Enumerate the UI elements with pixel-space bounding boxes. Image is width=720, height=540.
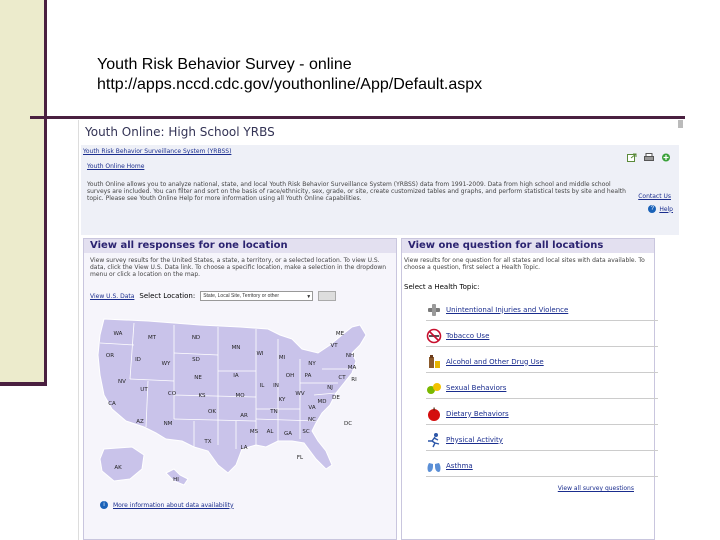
state-label-de[interactable]: DE <box>332 395 340 401</box>
state-label-ca[interactable]: CA <box>108 401 116 407</box>
topic-label: Alcohol and Other Drug Use <box>446 357 544 366</box>
slide-bar-accent <box>0 382 47 386</box>
view-us-data-link[interactable]: View U.S. Data <box>90 292 135 300</box>
state-label-nv[interactable]: NV <box>118 379 126 385</box>
slide-side-bar <box>0 0 47 385</box>
state-label-la[interactable]: LA <box>240 445 248 451</box>
state-label-ok[interactable]: OK <box>208 409 216 415</box>
state-label-mo[interactable]: MO <box>235 393 245 399</box>
slide-title: Youth Risk Behavior Survey - online <box>97 56 352 73</box>
topic-tobacco[interactable] <box>426 325 658 347</box>
state-label-mi[interactable]: MI <box>278 355 286 361</box>
state-label-ky[interactable]: KY <box>278 397 286 403</box>
state-label-ga[interactable]: GA <box>283 431 293 437</box>
add-icon[interactable] <box>661 149 671 158</box>
state-label-ma[interactable]: MA <box>347 365 357 371</box>
help-icon: ? <box>648 205 656 213</box>
go-button[interactable] <box>318 291 336 301</box>
state-label-ms[interactable]: MS <box>249 429 259 435</box>
export-icon[interactable] <box>627 149 637 158</box>
state-label-tx[interactable]: TX <box>204 439 212 445</box>
toolbar <box>627 149 671 158</box>
state-label-sd[interactable]: SD <box>192 357 200 363</box>
one-location-panel <box>83 238 397 540</box>
lungs-icon <box>426 458 442 474</box>
topic-alcohol-drugs[interactable] <box>426 351 658 373</box>
state-label-id[interactable]: ID <box>135 357 141 363</box>
state-label-nj[interactable]: NJ <box>327 385 333 391</box>
state-label-ny[interactable]: NY <box>308 361 316 367</box>
topic-sexual-behaviors[interactable] <box>426 377 658 399</box>
state-label-oh[interactable]: OH <box>285 373 295 379</box>
alaska-shape[interactable] <box>100 447 144 481</box>
topic-asthma[interactable] <box>426 455 658 477</box>
one-question-panel <box>401 238 655 540</box>
topic-label: Unintentional Injuries and Violence <box>446 305 569 314</box>
home-link[interactable]: Youth Online Home <box>87 163 145 170</box>
topic-label: Tobacco Use <box>446 331 490 340</box>
one-question-heading: View one question for all locations <box>402 239 654 253</box>
state-label-wa[interactable]: WA <box>113 331 123 337</box>
state-label-il[interactable]: IL <box>259 383 265 389</box>
injury-icon <box>426 302 442 318</box>
youth-online-screenshot <box>78 120 683 540</box>
data-availability-link[interactable]: More information about data availability <box>113 501 234 509</box>
state-label-wy[interactable]: WY <box>161 361 171 367</box>
location-dropdown-value: State, Local Site, Territory or other <box>203 293 279 299</box>
state-label-vt[interactable]: VT <box>330 343 338 349</box>
topic-label: Sexual Behaviors <box>446 383 507 392</box>
state-label-nd[interactable]: ND <box>191 335 201 341</box>
state-label-in[interactable]: IN <box>273 383 279 389</box>
state-label-ct[interactable]: CT <box>338 375 346 381</box>
scrollbar[interactable] <box>678 120 683 128</box>
state-label-wv[interactable]: WV <box>295 391 305 397</box>
health-topic-heading: Select a Health Topic: <box>404 283 480 291</box>
state-label-va[interactable]: VA <box>308 405 316 411</box>
topic-injuries[interactable] <box>426 299 658 321</box>
state-label-me[interactable]: ME <box>335 331 345 337</box>
us-map[interactable] <box>90 309 386 497</box>
state-label-ar[interactable]: AR <box>240 413 248 419</box>
location-dropdown[interactable] <box>200 291 313 301</box>
state-label-fl[interactable]: FL <box>296 455 304 461</box>
topic-dietary[interactable] <box>426 403 658 425</box>
state-label-nm[interactable]: NM <box>163 421 173 427</box>
location-selector <box>90 291 336 301</box>
state-label-mn[interactable]: MN <box>231 345 241 351</box>
state-label-ne[interactable]: NE <box>194 375 202 381</box>
state-label-pa[interactable]: PA <box>304 373 312 379</box>
state-label-ut[interactable]: UT <box>140 387 148 393</box>
app-header <box>79 120 683 144</box>
one-location-heading: View all responses for one location <box>84 239 396 253</box>
chevron-down-icon: ▼ <box>306 294 312 300</box>
state-label-hi[interactable]: HI <box>173 477 179 483</box>
one-location-description: View survey results for the United States, a state, a territory, or a selected location. To view U.S. data, click the View U.S. Data link. To choose a specific location, make a selection in the dropdown menu or click a location on the map. <box>90 257 387 278</box>
alcohol-icon <box>426 354 442 370</box>
state-label-al[interactable]: AL <box>266 429 274 435</box>
view-all-questions-link[interactable]: View all survey questions <box>557 485 634 492</box>
intro-panel <box>81 145 679 235</box>
state-label-nc[interactable]: NC <box>308 417 316 423</box>
help-row[interactable] <box>648 205 673 213</box>
slide-divider <box>30 116 685 119</box>
state-label-az[interactable]: AZ <box>136 419 144 425</box>
topic-label: Physical Activity <box>446 435 503 444</box>
data-availability-row[interactable] <box>100 501 234 509</box>
intro-text: Youth Online allows you to analyze national, state, and local Youth Risk Behavior Surveillance System (YRBSS) data from 1991-2009. Data from high school and middle school surveys are included. You can filter and sort on the basis of race/ethnicity, sex, grade, or site, create customized tables and graphs, and perform statistical tests by site and health topic. Please see Youth Online Help for more information using all Youth Online capabilities. <box>87 181 626 202</box>
state-label-ri[interactable]: RI <box>351 377 357 383</box>
no-smoking-icon <box>426 328 442 344</box>
state-label-mt[interactable]: MT <box>147 335 157 341</box>
help-link[interactable]: Help <box>659 205 673 213</box>
contact-us-link[interactable]: Contact Us <box>638 193 671 200</box>
state-label-sc[interactable]: SC <box>302 429 310 435</box>
topic-physical-activity[interactable] <box>426 429 658 451</box>
sexual-behaviors-icon <box>426 380 442 396</box>
apple-icon <box>426 406 442 422</box>
state-label-or[interactable]: OR <box>105 353 115 359</box>
breadcrumb[interactable]: Youth Risk Behavior Surveillance System (YRBSS) <box>83 148 232 155</box>
info-icon: i <box>100 501 108 509</box>
state-label-md[interactable]: MD <box>317 399 327 405</box>
state-label-co[interactable]: CO <box>167 391 177 397</box>
us-mainland-shape[interactable] <box>98 319 366 473</box>
state-label-wi[interactable]: WI <box>256 351 264 357</box>
state-label-tn[interactable]: TN <box>270 409 278 415</box>
page-title: Youth Online: High School YRBS <box>85 125 275 139</box>
print-icon[interactable] <box>644 149 654 158</box>
state-label-ia[interactable]: IA <box>233 373 239 379</box>
one-question-description: View results for one question for all states and local sites with data available. To choose a question, first select a Health Topic. <box>404 257 645 271</box>
state-label-dc[interactable]: DC <box>343 421 353 427</box>
topic-label: Asthma <box>446 461 473 470</box>
slide-url: http://apps.nccd.cdc.gov/youthonline/App/Default.aspx <box>97 76 483 93</box>
state-label-ak[interactable]: AK <box>114 465 122 471</box>
state-label-nh[interactable]: NH <box>345 353 355 359</box>
topic-label: Dietary Behaviors <box>446 409 509 418</box>
select-location-label: Select Location: <box>139 292 196 300</box>
state-label-ks[interactable]: KS <box>198 393 206 399</box>
runner-icon <box>426 432 442 448</box>
